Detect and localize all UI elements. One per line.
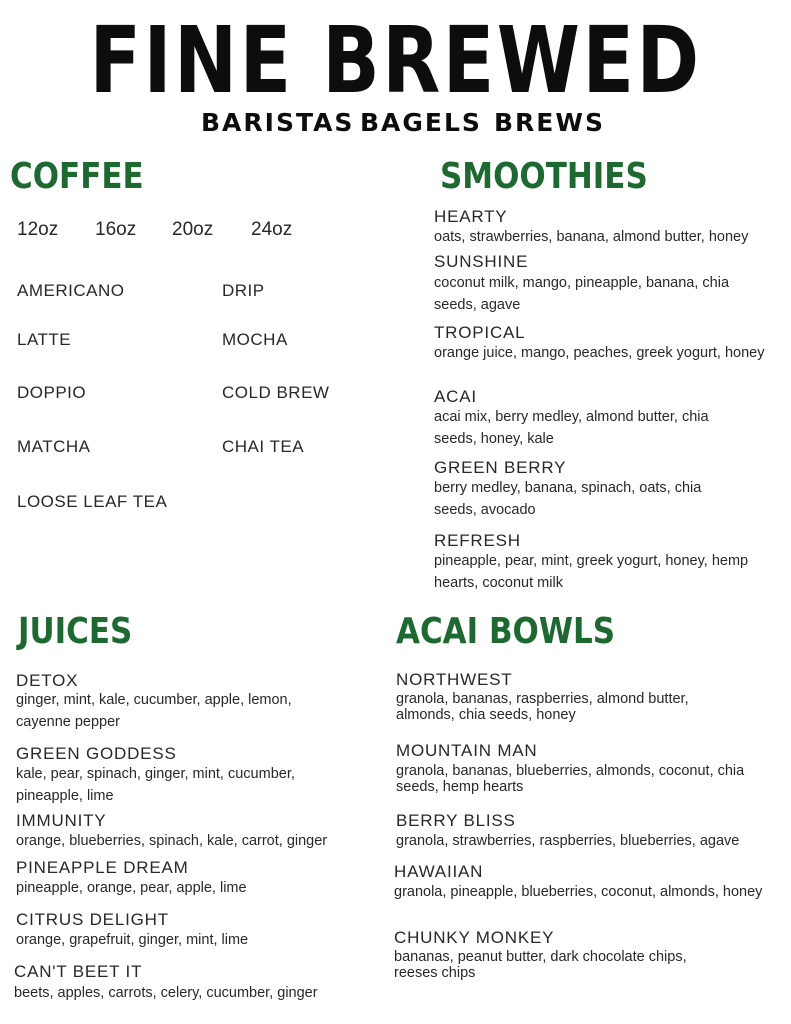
smoothie-desc: acai mix, berry medley, almond butter, chia seeds, honey, kale <box>434 409 709 447</box>
smoothie-desc: oats, strawberries, banana, almond butter, honey <box>434 229 749 245</box>
smoothie-desc: berry medley, banana, spinach, oats, chia seeds, avocado <box>434 480 702 518</box>
smoothie-name: TROPICAL <box>434 323 526 342</box>
coffee-item: AMERICANO <box>17 281 125 300</box>
coffee-heading: COFFEE <box>10 156 144 197</box>
smoothie-name: HEARTY <box>434 207 508 226</box>
bowl-name: BERRY BLISS <box>396 811 516 830</box>
bowl-name: CHUNKY MONKEY <box>394 928 555 947</box>
juice-name: CAN'T BEET IT <box>14 962 143 981</box>
bowl-desc: granola, bananas, blueberries, almonds, coconut, chia seeds, hemp hearts <box>396 763 745 795</box>
juice-desc: ginger, mint, kale, cucumber, apple, lemon, cayenne pepper <box>16 692 292 730</box>
smoothie-name: SUNSHINE <box>434 252 529 271</box>
juice-desc: pineapple, orange, pear, apple, lime <box>16 880 247 896</box>
bowl-desc: granola, strawberries, raspberries, blueberries, agave <box>396 833 740 849</box>
juice-name: CITRUS DELIGHT <box>16 910 169 929</box>
coffee-item: MOCHA <box>222 330 288 349</box>
size-12oz: 12oz <box>17 219 59 240</box>
bowl-desc: bananas, peanut butter, dark chocolate chips, reeses chips <box>394 949 687 981</box>
coffee-item: DOPPIO <box>17 383 87 402</box>
juice-name: GREEN GODDESS <box>16 744 177 763</box>
coffee-item: LATTE <box>17 330 72 349</box>
bowl-name: MOUNTAIN MAN <box>396 741 538 760</box>
coffee-item: COLD BREW <box>222 383 330 402</box>
smoothie-desc: coconut milk, mango, pineapple, banana, chia seeds, agave <box>434 275 730 313</box>
smoothie-name: GREEN BERRY <box>434 458 567 477</box>
size-20oz: 20oz <box>172 219 214 240</box>
coffee-item: CHAI TEA <box>222 437 305 456</box>
bowl-desc: granola, bananas, raspberries, almond butter, almonds, chia seeds, honey <box>396 691 689 723</box>
juice-desc: orange, blueberries, spinach, kale, carrot, ginger <box>16 833 328 849</box>
juices-heading: JUICES <box>18 611 133 652</box>
juice-name: PINEAPPLE DREAM <box>16 858 189 877</box>
coffee-item: MATCHA <box>17 437 91 456</box>
tagline-bagels: BAGELS <box>360 108 482 137</box>
smoothie-name: REFRESH <box>434 531 521 550</box>
smoothie-desc: pineapple, pear, mint, greek yogurt, honey, hemp hearts, coconut milk <box>434 553 749 591</box>
smoothie-name: ACAI <box>434 387 477 406</box>
juice-name: DETOX <box>16 671 79 690</box>
tagline <box>0 108 791 140</box>
coffee-item: DRIP <box>222 281 265 300</box>
juice-name: IMMUNITY <box>16 811 107 830</box>
tagline-baristas: BARISTAS <box>201 108 355 137</box>
size-24oz: 24oz <box>251 219 293 240</box>
bowl-name: HAWAIIAN <box>394 862 484 881</box>
juice-desc: beets, apples, carrots, celery, cucumber, ginger <box>14 985 318 1001</box>
bowl-desc: granola, pineapple, blueberries, coconut, almonds, honey <box>394 884 763 900</box>
juice-desc: orange, grapefruit, ginger, mint, lime <box>16 932 249 948</box>
smoothies-heading: SMOOTHIES <box>440 156 648 197</box>
juice-desc: kale, pear, spinach, ginger, mint, cucumber, pineapple, lime <box>16 766 295 804</box>
brand-title: FINE BREWED <box>89 7 702 114</box>
bowl-name: NORTHWEST <box>396 670 513 689</box>
coffee-item: LOOSE LEAF TEA <box>17 492 168 511</box>
tagline-brews: BREWS <box>494 108 605 137</box>
size-16oz: 16oz <box>95 219 137 240</box>
smoothie-desc: orange juice, mango, peaches, greek yogurt, honey <box>434 345 765 361</box>
acai-bowls-heading: ACAI BOWLS <box>396 611 616 652</box>
